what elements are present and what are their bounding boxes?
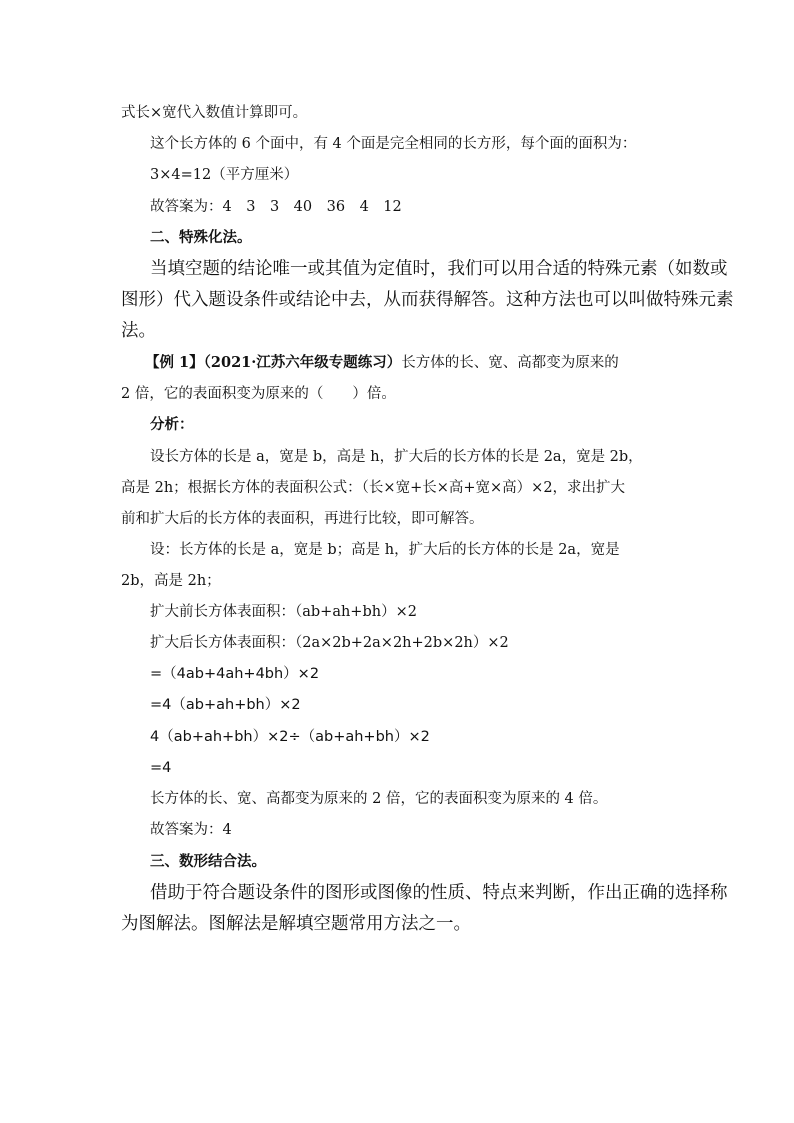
text-line: 前和扩大后的长方体的表面积，再进行比较，即可解答。 [121, 511, 484, 527]
formula-line: =4 [150, 760, 172, 776]
text-line: 设长方体的长是 a，宽是 b，高是 h，扩大后的长方体的长是 2a，宽是 2b， [150, 449, 643, 465]
text-line: 这个长方体的 6 个面中，有 4 个面是完全相同的长方形，每个面的面积为： [150, 136, 637, 152]
paragraph-line: 图形）代入题设条件或结论中去，从而获得解答。这种方法也可以叫做特殊元素 [121, 290, 734, 310]
analysis-label: 分析： [150, 416, 194, 433]
section-heading: 二、特殊化法。 [150, 229, 252, 246]
paragraph-line: 当填空题的结论唯一或其值为定值时，我们可以用合适的特殊元素（如数或 [150, 259, 728, 279]
formula-line: =4（ab+ah+bh）×2 [150, 697, 301, 713]
formula-line: 扩大前长方体表面积：（ab+ah+bh）×2 [150, 604, 417, 620]
text-line: 故答案为：4 3 3 40 36 4 12 [150, 199, 402, 215]
paragraph-line: 法。 [121, 321, 156, 341]
text-line: 故答案为：4 [150, 822, 232, 838]
example-tag: 【例 1】（2021·江苏六年级专题练习） [145, 354, 402, 371]
example-line [145, 353, 619, 373]
text-line: 高是 2h；根据长方体的表面积公式：（长×宽+长×高+宽×高）×2，求出扩大 [121, 480, 626, 496]
formula-line: =（4ab+4ah+4bh）×2 [150, 666, 320, 682]
text-line: 2 倍，它的表面积变为原来的（ ）倍。 [121, 386, 396, 402]
text-line: 长方体的长、宽、高都变为原来的 2 倍，它的表面积变为原来的 4 倍。 [150, 791, 608, 807]
paragraph-line: 借助于符合题设条件的图形或图像的性质、特点来判断，作出正确的选择称 [150, 883, 728, 903]
text-line: 3×4=12（平方厘米） [150, 167, 299, 183]
formula-line: 扩大后长方体表面积：（2a×2b+2a×2h+2b×2h）×2 [150, 635, 509, 651]
text-line: 设：长方体的长是 a，宽是 b；高是 h，扩大后的长方体的长是 2a，宽是 [150, 542, 620, 558]
example-text: 长方体的长、宽、高都变为原来的 [401, 355, 619, 371]
text-line: 式长×宽代入数值计算即可。 [121, 105, 308, 121]
section-heading: 三、数形结合法。 [150, 853, 266, 870]
paragraph-line: 为图解法。图解法是解填空题常用方法之一。 [121, 914, 471, 934]
text-line: 2b，高是 2h； [121, 573, 221, 589]
formula-line: 4（ab+ah+bh）×2÷（ab+ah+bh）×2 [150, 729, 430, 745]
